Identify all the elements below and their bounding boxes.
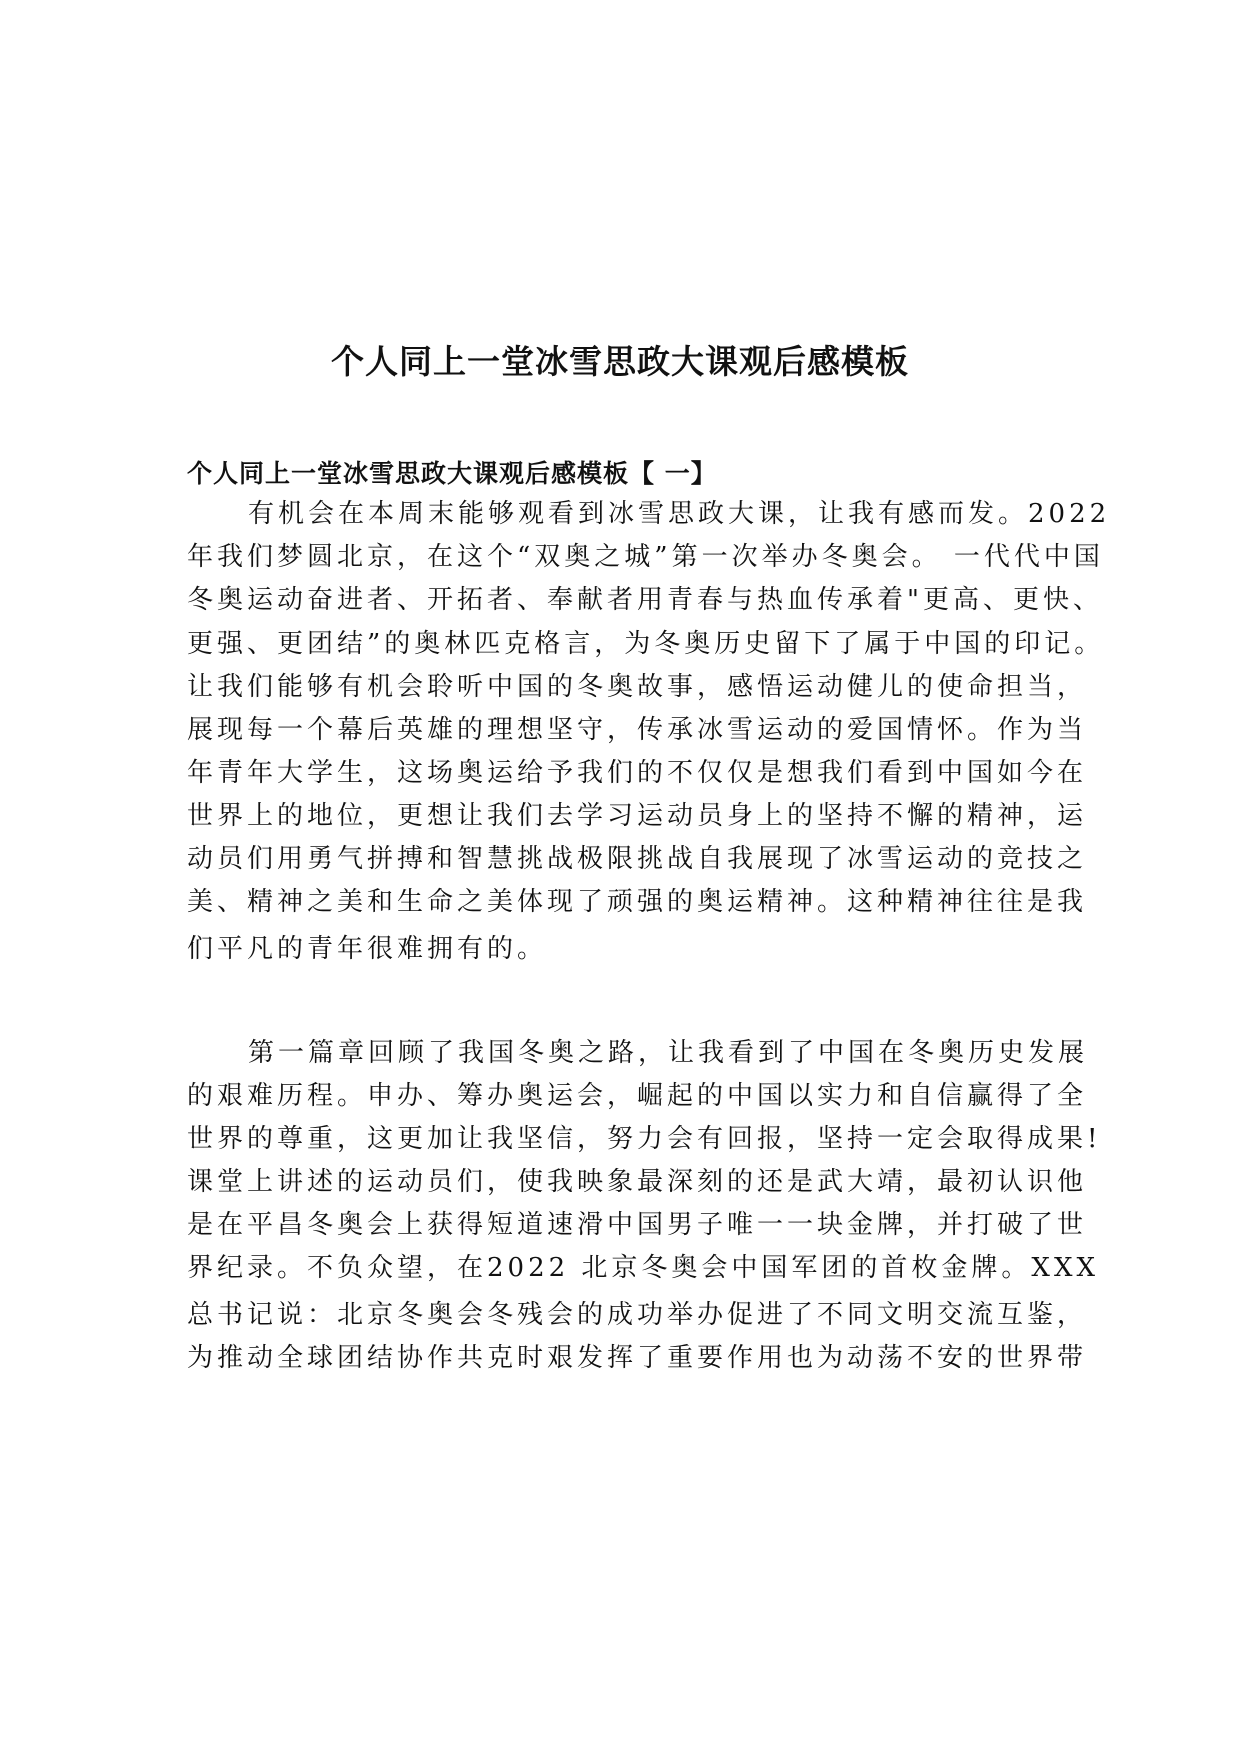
page-title: 个人同上一堂冰雪思政大课观后感模板 [331,342,909,381]
paragraph-2-line-4: 课堂上讲述的运动员们，使我映象最深刻的还是武大靖，最初认识他 [187,1167,1088,1197]
paragraph-1-line-6: 展现每一个幕后英雄的理想坚守，传承冰雪运动的爱国情怀。作为当 [187,715,1088,745]
paragraph-1-line-1: 有机会在本周末能够观看到冰雪思政大课，让我有感而发。2022 [248,499,1111,529]
paragraph-1-line-4: 更强、更团结”的奥林匹克格言，为冬奥历史留下了属于中国的印记。 [187,629,1105,659]
paragraph-1-line-9: 动员们用勇气拼搏和智慧挑战极限挑战自我展现了冰雪运动的竞技之 [187,844,1088,874]
section-heading: 个人同上一堂冰雪思政大课观后感模板【 一】 [187,459,717,488]
paragraph-2-line-3: 世界的尊重，这更加让我坚信，努力会有回报，坚持一定会取得成果! [187,1124,1102,1154]
paragraph-1-line-3: 冬奥运动奋进者、开拓者、奉献者用青春与热血传承着"更高、更快、 [187,585,1103,615]
paragraph-1-line-10: 美、精神之美和生命之美体现了顽强的奥运精神。这种精神往往是我 [187,887,1088,917]
paragraph-1-line-7: 年青年大学生，这场奥运给予我们的不仅仅是想我们看到中国如今在 [187,758,1088,788]
paragraph-2-line-6: 界纪录。不负众望，在2022 北京冬奥会中国军团的首枚金牌。XXX [187,1253,1099,1283]
paragraph-1-line-11: 们平凡的青年很难拥有的。 [187,934,548,964]
paragraph-2-line-5: 是在平昌冬奥会上获得短道速滑中国男子唯一一块金牌，并打破了世 [187,1210,1088,1240]
paragraph-2-line-2: 的艰难历程。申办、筹办奥运会，崛起的中国以实力和自信赢得了全 [187,1081,1088,1111]
paragraph-2-line-7: 总书记说：北京冬奥会冬残会的成功举办促进了不同文明交流互鉴， [187,1300,1088,1330]
paragraph-2-line-8: 为推动全球团结协作共克时艰发挥了重要作用也为动荡不安的世界带 [187,1343,1088,1373]
paragraph-1-line-8: 世界上的地位，更想让我们去学习运动员身上的坚持不懈的精神，运 [187,801,1088,831]
paragraph-2-line-1: 第一篇章回顾了我国冬奥之路，让我看到了中国在冬奥历史发展 [248,1038,1089,1068]
paragraph-1-line-2: 年我们梦圆北京，在这个“双奥之城”第一次举办冬奥会。 一代代中国 [187,542,1104,572]
paragraph-1-line-5: 让我们能够有机会聆听中国的冬奥故事，感悟运动健儿的使命担当， [187,672,1088,702]
